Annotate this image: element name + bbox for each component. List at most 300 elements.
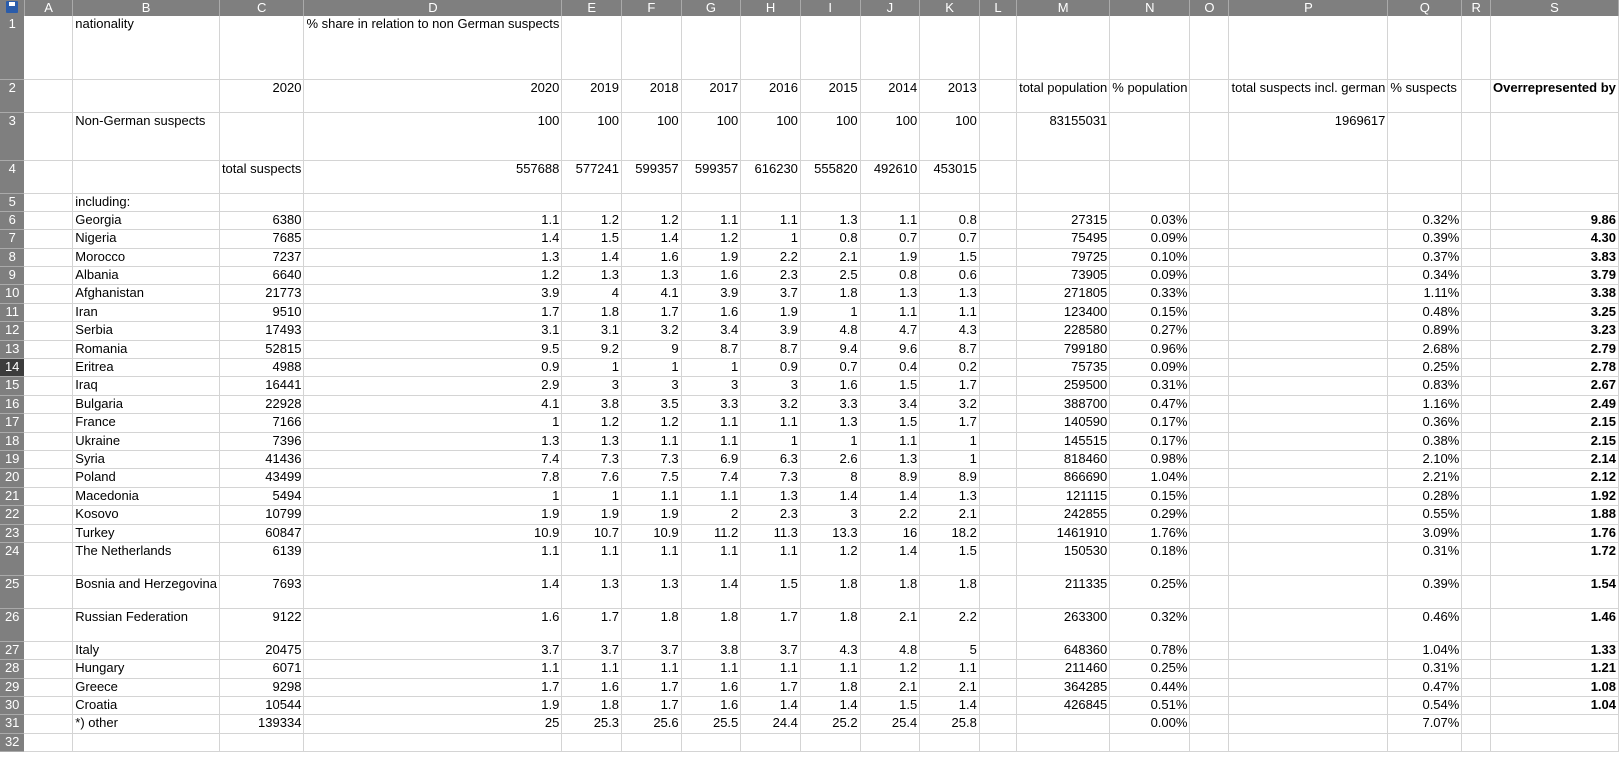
cell-l7[interactable] — [979, 230, 1016, 248]
cell-h13[interactable]: 8.7 — [741, 340, 801, 358]
cell-d31[interactable]: 25 — [304, 715, 562, 733]
cell-h21[interactable]: 1.3 — [741, 487, 801, 505]
cell-f30[interactable]: 1.7 — [622, 697, 682, 715]
cell-k18[interactable]: 1 — [920, 432, 980, 450]
cell-j30[interactable]: 1.5 — [860, 697, 920, 715]
cell-o8[interactable] — [1190, 248, 1229, 266]
cell-o6[interactable] — [1190, 211, 1229, 229]
cell-i7[interactable]: 0.8 — [800, 230, 860, 248]
cell-a7[interactable] — [24, 230, 72, 248]
cell-m31[interactable] — [1017, 715, 1110, 733]
cell-h7[interactable]: 1 — [741, 230, 801, 248]
cell-g1[interactable] — [681, 16, 741, 79]
cell-k10[interactable]: 1.3 — [920, 285, 980, 303]
cell-i28[interactable]: 1.1 — [800, 660, 860, 678]
row-header-13[interactable]: 13 — [0, 340, 24, 358]
cell-e17[interactable]: 1.2 — [562, 414, 622, 432]
cell-l10[interactable] — [979, 285, 1016, 303]
cell-n4[interactable] — [1110, 160, 1190, 193]
cell-d4[interactable]: 557688 — [304, 160, 562, 193]
cell-f24[interactable]: 1.1 — [622, 542, 682, 575]
row-header-22[interactable]: 22 — [0, 506, 24, 524]
cell-a10[interactable] — [24, 285, 72, 303]
cell-m11[interactable]: 123400 — [1017, 303, 1110, 321]
cell-d7[interactable]: 1.4 — [304, 230, 562, 248]
cell-r5[interactable] — [1462, 193, 1491, 211]
cell-h11[interactable]: 1.9 — [741, 303, 801, 321]
cell-h5[interactable] — [741, 193, 801, 211]
cell-c24[interactable]: 6139 — [219, 542, 304, 575]
cell-p25[interactable] — [1229, 575, 1388, 608]
cell-g3[interactable]: 100 — [681, 112, 741, 160]
cell-b26[interactable]: Russian Federation — [73, 608, 220, 641]
cell-m19[interactable]: 818460 — [1017, 450, 1110, 468]
cell-c16[interactable]: 22928 — [219, 395, 304, 413]
cell-n23[interactable]: 1.76% — [1110, 524, 1190, 542]
row-header-12[interactable]: 12 — [0, 322, 24, 340]
cell-b20[interactable]: Poland — [73, 469, 220, 487]
cell-j1[interactable] — [860, 16, 920, 79]
cell-n11[interactable]: 0.15% — [1110, 303, 1190, 321]
cell-h32[interactable] — [741, 733, 801, 751]
cell-n21[interactable]: 0.15% — [1110, 487, 1190, 505]
cell-e26[interactable]: 1.7 — [562, 608, 622, 641]
cell-n2[interactable]: % population — [1110, 79, 1190, 112]
cell-a15[interactable] — [24, 377, 72, 395]
cell-j20[interactable]: 8.9 — [860, 469, 920, 487]
cell-o12[interactable] — [1190, 322, 1229, 340]
cell-s14[interactable]: 2.78 — [1491, 359, 1619, 377]
cell-a25[interactable] — [24, 575, 72, 608]
cell-r26[interactable] — [1462, 608, 1491, 641]
cell-q14[interactable]: 0.25% — [1388, 359, 1462, 377]
cell-l30[interactable] — [979, 697, 1016, 715]
cell-e24[interactable]: 1.1 — [562, 542, 622, 575]
cell-e29[interactable]: 1.6 — [562, 678, 622, 696]
cell-k13[interactable]: 8.7 — [920, 340, 980, 358]
cell-l24[interactable] — [979, 542, 1016, 575]
cell-p2[interactable]: total suspects incl. german — [1229, 79, 1388, 112]
cell-i20[interactable]: 8 — [800, 469, 860, 487]
cell-b21[interactable]: Macedonia — [73, 487, 220, 505]
cell-g21[interactable]: 1.1 — [681, 487, 741, 505]
cell-l12[interactable] — [979, 322, 1016, 340]
cell-g20[interactable]: 7.4 — [681, 469, 741, 487]
cell-c20[interactable]: 43499 — [219, 469, 304, 487]
cell-s24[interactable]: 1.72 — [1491, 542, 1619, 575]
cell-h3[interactable]: 100 — [741, 112, 801, 160]
row-header-21[interactable]: 21 — [0, 487, 24, 505]
row-header-24[interactable]: 24 — [0, 542, 24, 575]
column-header-f[interactable]: F — [622, 0, 682, 16]
cell-j15[interactable]: 1.5 — [860, 377, 920, 395]
save-icon[interactable] — [6, 1, 18, 13]
cell-e12[interactable]: 3.1 — [562, 322, 622, 340]
cell-o28[interactable] — [1190, 660, 1229, 678]
cell-i9[interactable]: 2.5 — [800, 267, 860, 285]
cell-f27[interactable]: 3.7 — [622, 641, 682, 659]
column-header-b[interactable]: B — [73, 0, 220, 16]
cell-m12[interactable]: 228580 — [1017, 322, 1110, 340]
cell-r4[interactable] — [1462, 160, 1491, 193]
cell-p15[interactable] — [1229, 377, 1388, 395]
cell-e13[interactable]: 9.2 — [562, 340, 622, 358]
cell-r31[interactable] — [1462, 715, 1491, 733]
cell-g17[interactable]: 1.1 — [681, 414, 741, 432]
cell-g30[interactable]: 1.6 — [681, 697, 741, 715]
cell-s8[interactable]: 3.83 — [1491, 248, 1619, 266]
cell-k14[interactable]: 0.2 — [920, 359, 980, 377]
cell-r12[interactable] — [1462, 322, 1491, 340]
cell-q22[interactable]: 0.55% — [1388, 506, 1462, 524]
cell-p1[interactable] — [1229, 16, 1388, 79]
cell-p3[interactable]: 1969617 — [1229, 112, 1388, 160]
cell-d5[interactable] — [304, 193, 562, 211]
cell-g25[interactable]: 1.4 — [681, 575, 741, 608]
cell-e28[interactable]: 1.1 — [562, 660, 622, 678]
cell-d6[interactable]: 1.1 — [304, 211, 562, 229]
cell-g2[interactable]: 2017 — [681, 79, 741, 112]
cell-n10[interactable]: 0.33% — [1110, 285, 1190, 303]
cell-g29[interactable]: 1.6 — [681, 678, 741, 696]
cell-l4[interactable] — [979, 160, 1016, 193]
cell-d24[interactable]: 1.1 — [304, 542, 562, 575]
cell-h4[interactable]: 616230 — [741, 160, 801, 193]
cell-c23[interactable]: 60847 — [219, 524, 304, 542]
cell-r23[interactable] — [1462, 524, 1491, 542]
cell-c17[interactable]: 7166 — [219, 414, 304, 432]
cell-g9[interactable]: 1.6 — [681, 267, 741, 285]
cell-k12[interactable]: 4.3 — [920, 322, 980, 340]
cell-j24[interactable]: 1.4 — [860, 542, 920, 575]
cell-a3[interactable] — [24, 112, 72, 160]
cell-l15[interactable] — [979, 377, 1016, 395]
cell-n27[interactable]: 0.78% — [1110, 641, 1190, 659]
cell-a2[interactable] — [24, 79, 72, 112]
cell-f31[interactable]: 25.6 — [622, 715, 682, 733]
cell-n28[interactable]: 0.25% — [1110, 660, 1190, 678]
cell-e32[interactable] — [562, 733, 622, 751]
cell-c2[interactable]: 2020 — [219, 79, 304, 112]
cell-m18[interactable]: 145515 — [1017, 432, 1110, 450]
cell-c30[interactable]: 10544 — [219, 697, 304, 715]
cell-k31[interactable]: 25.8 — [920, 715, 980, 733]
cell-b18[interactable]: Ukraine — [73, 432, 220, 450]
cell-d9[interactable]: 1.2 — [304, 267, 562, 285]
cell-f6[interactable]: 1.2 — [622, 211, 682, 229]
cell-d20[interactable]: 7.8 — [304, 469, 562, 487]
cell-d27[interactable]: 3.7 — [304, 641, 562, 659]
cell-g14[interactable]: 1 — [681, 359, 741, 377]
cell-c13[interactable]: 52815 — [219, 340, 304, 358]
cell-k27[interactable]: 5 — [920, 641, 980, 659]
cell-p19[interactable] — [1229, 450, 1388, 468]
column-header-d[interactable]: D — [304, 0, 562, 16]
column-header-o[interactable]: O — [1190, 0, 1229, 16]
cell-l1[interactable] — [979, 16, 1016, 79]
cell-c29[interactable]: 9298 — [219, 678, 304, 696]
cell-q28[interactable]: 0.31% — [1388, 660, 1462, 678]
cell-l19[interactable] — [979, 450, 1016, 468]
cell-e15[interactable]: 3 — [562, 377, 622, 395]
cell-g22[interactable]: 2 — [681, 506, 741, 524]
cell-h14[interactable]: 0.9 — [741, 359, 801, 377]
cell-c27[interactable]: 20475 — [219, 641, 304, 659]
cell-o22[interactable] — [1190, 506, 1229, 524]
cell-h12[interactable]: 3.9 — [741, 322, 801, 340]
cell-b32[interactable] — [73, 733, 220, 751]
cell-i30[interactable]: 1.4 — [800, 697, 860, 715]
column-header-p[interactable]: P — [1229, 0, 1388, 16]
cell-p21[interactable] — [1229, 487, 1388, 505]
cell-f10[interactable]: 4.1 — [622, 285, 682, 303]
cell-j18[interactable]: 1.1 — [860, 432, 920, 450]
cell-s17[interactable]: 2.15 — [1491, 414, 1619, 432]
cell-d28[interactable]: 1.1 — [304, 660, 562, 678]
cell-b4[interactable] — [73, 160, 220, 193]
cell-n32[interactable] — [1110, 733, 1190, 751]
cell-h20[interactable]: 7.3 — [741, 469, 801, 487]
cell-d16[interactable]: 4.1 — [304, 395, 562, 413]
row-header-26[interactable]: 26 — [0, 608, 24, 641]
cell-d23[interactable]: 10.9 — [304, 524, 562, 542]
cell-r2[interactable] — [1462, 79, 1491, 112]
cell-k8[interactable]: 1.5 — [920, 248, 980, 266]
cell-i16[interactable]: 3.3 — [800, 395, 860, 413]
cell-s21[interactable]: 1.92 — [1491, 487, 1619, 505]
cell-f22[interactable]: 1.9 — [622, 506, 682, 524]
cell-c31[interactable]: 139334 — [219, 715, 304, 733]
cell-b11[interactable]: Iran — [73, 303, 220, 321]
cell-j12[interactable]: 4.7 — [860, 322, 920, 340]
cell-s7[interactable]: 4.30 — [1491, 230, 1619, 248]
cell-p7[interactable] — [1229, 230, 1388, 248]
cell-m23[interactable]: 1461910 — [1017, 524, 1110, 542]
cell-c7[interactable]: 7685 — [219, 230, 304, 248]
cell-a6[interactable] — [24, 211, 72, 229]
cell-i21[interactable]: 1.4 — [800, 487, 860, 505]
cell-m10[interactable]: 271805 — [1017, 285, 1110, 303]
cell-e23[interactable]: 10.7 — [562, 524, 622, 542]
cell-i24[interactable]: 1.2 — [800, 542, 860, 575]
cell-q9[interactable]: 0.34% — [1388, 267, 1462, 285]
cell-b2[interactable] — [73, 79, 220, 112]
column-header-g[interactable]: G — [681, 0, 741, 16]
cell-q8[interactable]: 0.37% — [1388, 248, 1462, 266]
cell-d32[interactable] — [304, 733, 562, 751]
cell-o15[interactable] — [1190, 377, 1229, 395]
cell-o13[interactable] — [1190, 340, 1229, 358]
cell-q2[interactable]: % suspects — [1388, 79, 1462, 112]
cell-p6[interactable] — [1229, 211, 1388, 229]
cell-m2[interactable]: total population — [1017, 79, 1110, 112]
cell-k24[interactable]: 1.5 — [920, 542, 980, 575]
cell-a18[interactable] — [24, 432, 72, 450]
cell-o9[interactable] — [1190, 267, 1229, 285]
cell-s27[interactable]: 1.33 — [1491, 641, 1619, 659]
cell-p22[interactable] — [1229, 506, 1388, 524]
cell-i8[interactable]: 2.1 — [800, 248, 860, 266]
cell-m3[interactable]: 83155031 — [1017, 112, 1110, 160]
cell-f15[interactable]: 3 — [622, 377, 682, 395]
cell-a14[interactable] — [24, 359, 72, 377]
row-header-25[interactable]: 25 — [0, 575, 24, 608]
cell-l18[interactable] — [979, 432, 1016, 450]
cell-o17[interactable] — [1190, 414, 1229, 432]
cell-h29[interactable]: 1.7 — [741, 678, 801, 696]
cell-i10[interactable]: 1.8 — [800, 285, 860, 303]
row-header-4[interactable]: 4 — [0, 160, 24, 193]
cell-o19[interactable] — [1190, 450, 1229, 468]
cell-i5[interactable] — [800, 193, 860, 211]
cell-s5[interactable] — [1491, 193, 1619, 211]
cell-c26[interactable]: 9122 — [219, 608, 304, 641]
cell-q25[interactable]: 0.39% — [1388, 575, 1462, 608]
cell-r29[interactable] — [1462, 678, 1491, 696]
column-header-s[interactable]: S — [1491, 0, 1619, 16]
cell-p5[interactable] — [1229, 193, 1388, 211]
cell-l8[interactable] — [979, 248, 1016, 266]
cell-d8[interactable]: 1.3 — [304, 248, 562, 266]
cell-a21[interactable] — [24, 487, 72, 505]
cell-h27[interactable]: 3.7 — [741, 641, 801, 659]
cell-s16[interactable]: 2.49 — [1491, 395, 1619, 413]
cell-s9[interactable]: 3.79 — [1491, 267, 1619, 285]
column-header-h[interactable]: H — [741, 0, 801, 16]
cell-n30[interactable]: 0.51% — [1110, 697, 1190, 715]
cell-m25[interactable]: 211335 — [1017, 575, 1110, 608]
cell-r24[interactable] — [1462, 542, 1491, 575]
cell-a9[interactable] — [24, 267, 72, 285]
cell-l31[interactable] — [979, 715, 1016, 733]
cell-e30[interactable]: 1.8 — [562, 697, 622, 715]
cell-b16[interactable]: Bulgaria — [73, 395, 220, 413]
cell-b6[interactable]: Georgia — [73, 211, 220, 229]
cell-s28[interactable]: 1.21 — [1491, 660, 1619, 678]
cell-d15[interactable]: 2.9 — [304, 377, 562, 395]
cell-k17[interactable]: 1.7 — [920, 414, 980, 432]
cell-s2[interactable]: Overrepresented by — [1491, 79, 1619, 112]
cell-s23[interactable]: 1.76 — [1491, 524, 1619, 542]
cell-l22[interactable] — [979, 506, 1016, 524]
cell-a16[interactable] — [24, 395, 72, 413]
cell-a26[interactable] — [24, 608, 72, 641]
cell-j28[interactable]: 1.2 — [860, 660, 920, 678]
cell-d29[interactable]: 1.7 — [304, 678, 562, 696]
cell-j26[interactable]: 2.1 — [860, 608, 920, 641]
cell-a1[interactable] — [24, 16, 72, 79]
cell-c21[interactable]: 5494 — [219, 487, 304, 505]
cell-b10[interactable]: Afghanistan — [73, 285, 220, 303]
cell-j16[interactable]: 3.4 — [860, 395, 920, 413]
cell-i26[interactable]: 1.8 — [800, 608, 860, 641]
cell-r28[interactable] — [1462, 660, 1491, 678]
cell-e25[interactable]: 1.3 — [562, 575, 622, 608]
cell-k25[interactable]: 1.8 — [920, 575, 980, 608]
cell-p13[interactable] — [1229, 340, 1388, 358]
cell-o30[interactable] — [1190, 697, 1229, 715]
cell-i11[interactable]: 1 — [800, 303, 860, 321]
cell-r17[interactable] — [1462, 414, 1491, 432]
cell-n20[interactable]: 1.04% — [1110, 469, 1190, 487]
cell-s26[interactable]: 1.46 — [1491, 608, 1619, 641]
cell-e22[interactable]: 1.9 — [562, 506, 622, 524]
cell-g4[interactable]: 599357 — [681, 160, 741, 193]
row-header-11[interactable]: 11 — [0, 303, 24, 321]
cell-h25[interactable]: 1.5 — [741, 575, 801, 608]
cell-g7[interactable]: 1.2 — [681, 230, 741, 248]
cell-d1[interactable]: % share in relation to non German suspects — [304, 16, 562, 79]
cell-p18[interactable] — [1229, 432, 1388, 450]
column-header-i[interactable]: I — [800, 0, 860, 16]
row-header-23[interactable]: 23 — [0, 524, 24, 542]
cell-k15[interactable]: 1.7 — [920, 377, 980, 395]
select-all-corner[interactable] — [0, 0, 24, 16]
cell-r16[interactable] — [1462, 395, 1491, 413]
cell-a20[interactable] — [24, 469, 72, 487]
cell-s32[interactable] — [1491, 733, 1619, 751]
cell-m4[interactable] — [1017, 160, 1110, 193]
cell-d30[interactable]: 1.9 — [304, 697, 562, 715]
cell-n1[interactable] — [1110, 16, 1190, 79]
cell-s6[interactable]: 9.86 — [1491, 211, 1619, 229]
cell-m20[interactable]: 866690 — [1017, 469, 1110, 487]
cell-r14[interactable] — [1462, 359, 1491, 377]
row-header-5[interactable]: 5 — [0, 193, 24, 211]
cell-e9[interactable]: 1.3 — [562, 267, 622, 285]
cell-l11[interactable] — [979, 303, 1016, 321]
cell-o32[interactable] — [1190, 733, 1229, 751]
cell-g27[interactable]: 3.8 — [681, 641, 741, 659]
cell-c25[interactable]: 7693 — [219, 575, 304, 608]
cell-g19[interactable]: 6.9 — [681, 450, 741, 468]
cell-d19[interactable]: 7.4 — [304, 450, 562, 468]
cell-r27[interactable] — [1462, 641, 1491, 659]
cell-q21[interactable]: 0.28% — [1388, 487, 1462, 505]
cell-a24[interactable] — [24, 542, 72, 575]
cell-m8[interactable]: 79725 — [1017, 248, 1110, 266]
cell-j14[interactable]: 0.4 — [860, 359, 920, 377]
cell-e3[interactable]: 100 — [562, 112, 622, 160]
cell-m15[interactable]: 259500 — [1017, 377, 1110, 395]
row-header-14[interactable]: 14 — [0, 359, 24, 377]
cell-k30[interactable]: 1.4 — [920, 697, 980, 715]
cell-q29[interactable]: 0.47% — [1388, 678, 1462, 696]
cell-o14[interactable] — [1190, 359, 1229, 377]
cell-n31[interactable]: 0.00% — [1110, 715, 1190, 733]
cell-j4[interactable]: 492610 — [860, 160, 920, 193]
cell-e27[interactable]: 3.7 — [562, 641, 622, 659]
column-header-m[interactable]: M — [1017, 0, 1110, 16]
cell-h23[interactable]: 11.3 — [741, 524, 801, 542]
cell-k9[interactable]: 0.6 — [920, 267, 980, 285]
row-header-7[interactable]: 7 — [0, 230, 24, 248]
cell-r20[interactable] — [1462, 469, 1491, 487]
cell-i32[interactable] — [800, 733, 860, 751]
cell-r11[interactable] — [1462, 303, 1491, 321]
cell-g11[interactable]: 1.6 — [681, 303, 741, 321]
cell-n5[interactable] — [1110, 193, 1190, 211]
cell-e1[interactable] — [562, 16, 622, 79]
cell-s30[interactable]: 1.04 — [1491, 697, 1619, 715]
cell-o21[interactable] — [1190, 487, 1229, 505]
cell-g13[interactable]: 8.7 — [681, 340, 741, 358]
cell-h24[interactable]: 1.1 — [741, 542, 801, 575]
cell-f11[interactable]: 1.7 — [622, 303, 682, 321]
cell-f4[interactable]: 599357 — [622, 160, 682, 193]
cell-s4[interactable] — [1491, 160, 1619, 193]
cell-j29[interactable]: 2.1 — [860, 678, 920, 696]
